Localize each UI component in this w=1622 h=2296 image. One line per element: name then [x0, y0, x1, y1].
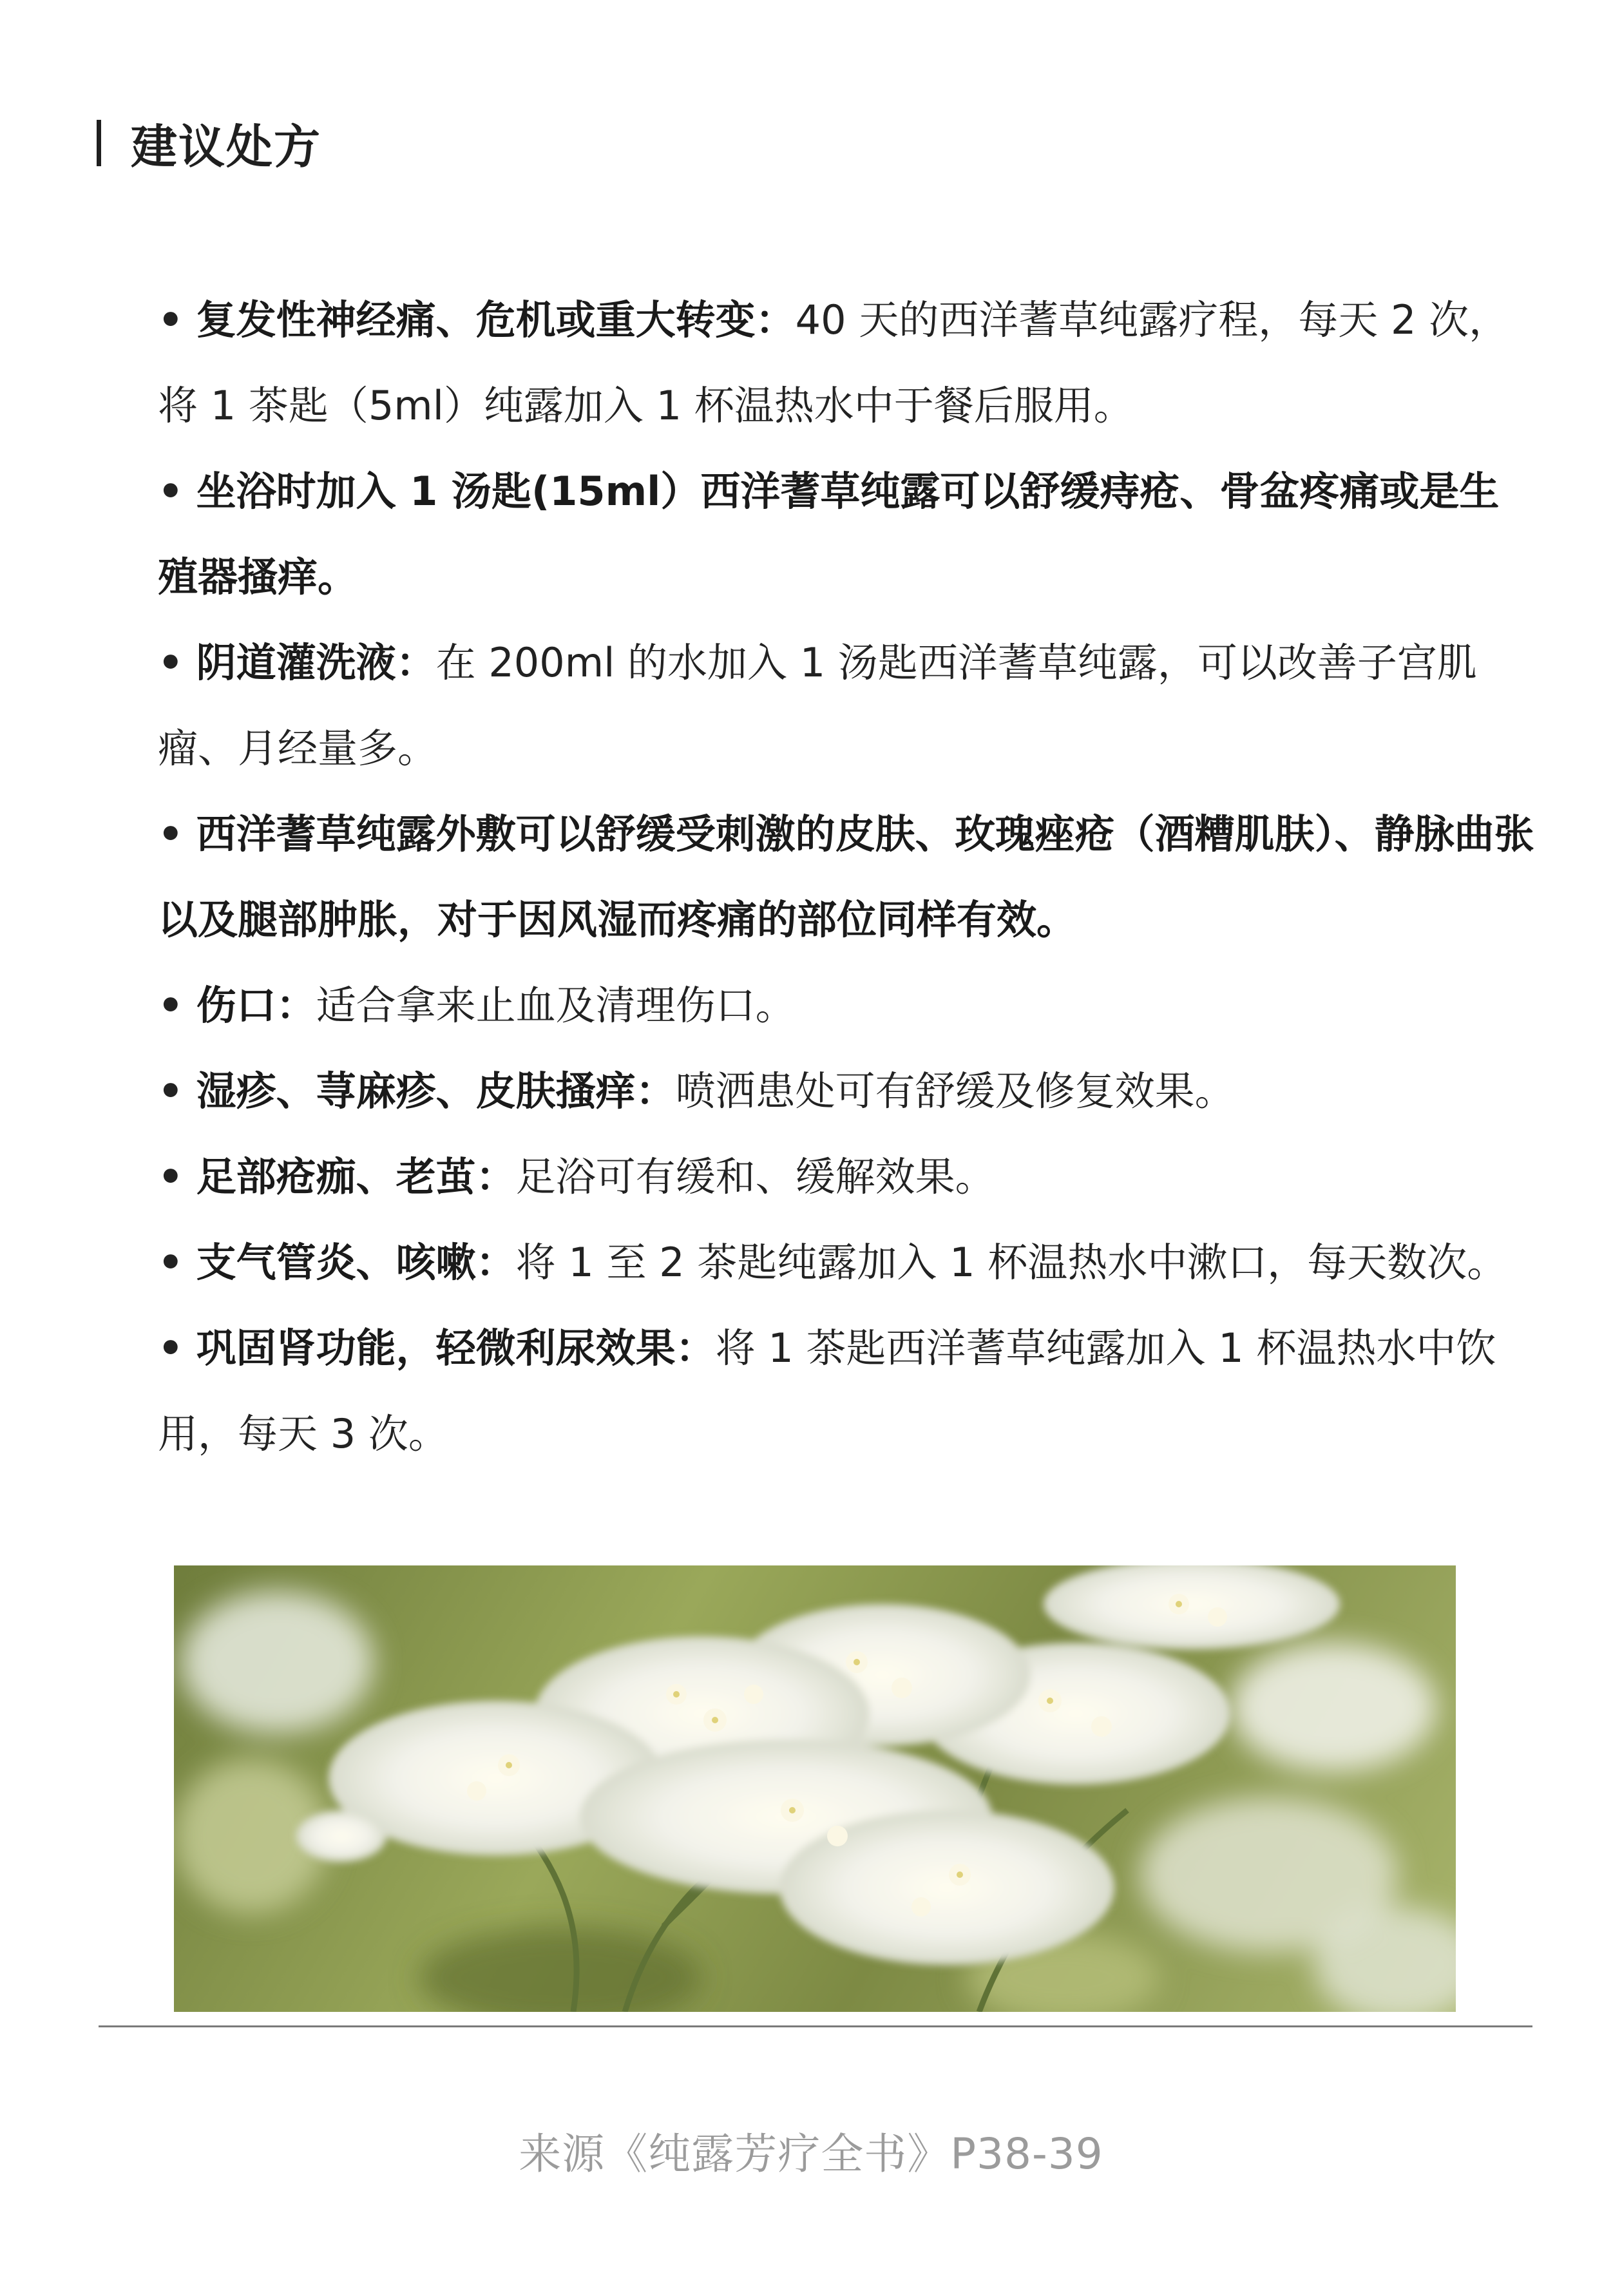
list-item — [158, 277, 1536, 448]
list-item — [158, 620, 1536, 791]
item-text: 适合拿来止血及清理伤口。 — [316, 982, 796, 1029]
list-item — [158, 1048, 1536, 1134]
item-text: 40 天的西洋蓍草纯露疗程，每天 2 次，将 1 茶匙（5ml）纯露加入 1 杯温热水中于餐后服用。 — [158, 296, 1509, 429]
item-label: 伤口： — [196, 982, 316, 1029]
bullet: • — [158, 296, 184, 343]
item-label: 复发性神经痛、危机或重大转变： — [196, 296, 796, 343]
item-label: 巩固肾功能，轻微利尿效果： — [196, 1325, 716, 1372]
item-label: 支气管炎、咳嗽： — [196, 1239, 516, 1286]
source-citation: 来源《纯露芳疗全书》P38-39 — [519, 2129, 1103, 2179]
heading-bar — [97, 120, 101, 166]
item-label: 阴道灌洗液： — [196, 639, 436, 686]
item-label: 湿疹、荨麻疹、皮肤搔痒： — [196, 1067, 676, 1115]
item-text: 将 1 茶匙西洋蓍草纯露加入 1 杯温热水中饮用，每天 3 次。 — [158, 1325, 1496, 1457]
list-item — [158, 1220, 1536, 1305]
item-text: 将 1 至 2 茶匙纯露加入 1 杯温热水中漱口，每天数次。 — [515, 1239, 1507, 1286]
flower-illustration — [174, 1565, 1456, 2012]
item-label: 坐浴时加入 1 汤匙(15ml）西洋蓍草纯露可以舒缓痔疮、骨盆疼痛或是生殖器搔痒。 — [158, 468, 1500, 600]
section-heading — [97, 115, 322, 174]
bullet: • — [158, 639, 184, 686]
heading-title: 建议处方 — [131, 120, 322, 174]
bullet: • — [158, 1153, 184, 1200]
list-item — [158, 791, 1536, 962]
yarrow-flower-photo — [174, 1565, 1456, 2012]
list-item — [158, 1305, 1536, 1477]
bullet: • — [158, 982, 184, 1029]
item-label: 西洋蓍草纯露外敷可以舒缓受刺激的皮肤、玫瑰痤疮（酒糟肌肤）、静脉曲张以及腿部肿胀，对于因风湿而疼痛的部位同样有效。 — [158, 810, 1534, 943]
bullet: • — [158, 810, 184, 857]
item-text: 喷洒患处可有舒缓及修复效果。 — [675, 1067, 1235, 1115]
bullet: • — [158, 1239, 184, 1286]
bullet: • — [158, 468, 184, 515]
item-label: 足部疮痂、老茧： — [196, 1153, 516, 1200]
item-text: 足浴可有缓和、缓解效果。 — [515, 1153, 995, 1200]
list-item — [158, 962, 1536, 1048]
list-item — [158, 1134, 1536, 1220]
list-item — [158, 448, 1536, 620]
footer-divider — [99, 2025, 1532, 2027]
item-text: 在 200ml 的水加入 1 汤匙西洋蓍草纯露，可以改善子宫肌瘤、月经量多。 — [158, 639, 1477, 772]
prescription-list — [158, 277, 1536, 1477]
bullet: • — [158, 1067, 184, 1115]
bullet: • — [158, 1325, 184, 1372]
